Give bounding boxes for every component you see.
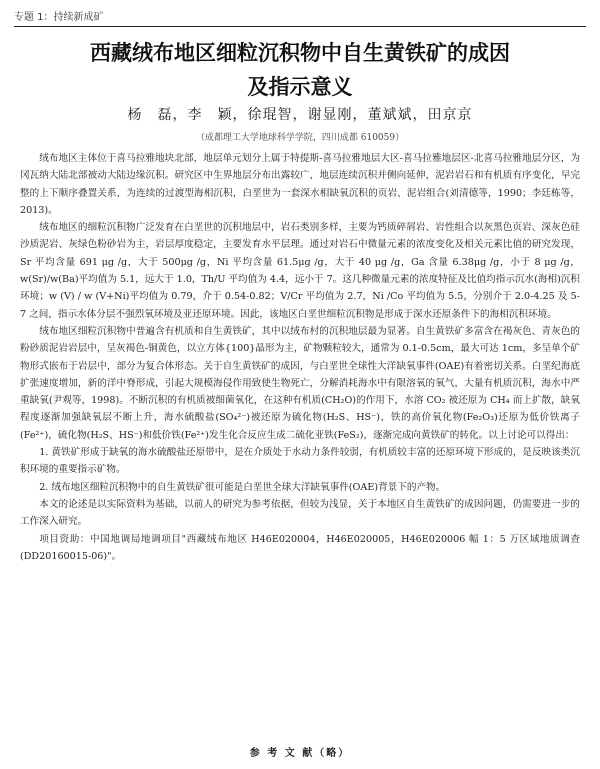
funding-note: 项目资助：中国地调局地调项目"西藏绒布地区 H46E020004，H46E020005，H46E020006 幅 1：5 万区域地质调查(DD20160015-06)"。: [20, 533, 580, 562]
paragraph-pyrite: 绒布地区细粒沉积物中普遍含有机质和自生黄铁矿，其中以绒布村的沉积地层最为显著。自生黄铁矿多富含在褐灰色、青灰色的粉砂质泥岩岩层中，呈灰褐色-铜黄色，以立方体{100}晶形为主，矿物颗粒较大，通常为 0.1-0.5cm，最大可达 1cm，多呈单个矿物形式嵌布于岩层中，部分为复合体形态。关于自生黄铁矿的成因，与白垩世全球性大洋缺氧事件(OAE)有着密切关系。白垩纪海底扩张速度增加，新的洋中脊形成，引起大规模海侵作用致使生物死亡，分解消耗海水中有限溶氧的氧气，大量有机质沉积，海水中严重缺氧(尹观等，1998)。不断沉积的有机质被细菌氧化，在这种有机质(CH₂O)的作用下，水溶 CO₂ 被还原为 CH₄ 而上扩散，缺氧程度逐渐加强缺氧层不断上升，海水硫酸盐(SO₄²⁻)被还原为硫化物(H₂S、HS⁻)，铁的高价氧化物(Fe₂O₃)还原为低价铁离子(Fe²⁺)，硫化物(H₂S、HS⁻)和低价铁(Fe²⁺)发生化合反应生成二硫化亚铁(FeS₂)，逐渐完成向黄铁矿的转化。以上讨论可以得出：: [20, 325, 580, 441]
title-line-2: 及指示意义: [247, 75, 353, 99]
affiliation: （成都理工大学地球科学学院，四川成都 610059）: [195, 133, 405, 143]
references-heading: 参 考 文 献（略）: [249, 748, 351, 759]
conclusion-item-2: 2. 绒布地区细粒沉积物中的自生黄铁矿很可能是白垩世全球大洋缺氧事件(OAE)背景下的产物。: [39, 481, 446, 493]
author-list: 杨 磊，李 颖，徐琨智，谢显刚，董斌斌，田京京: [127, 107, 473, 123]
body-text: [20, 150, 580, 565]
conclusion-item-1: 1. 黄铁矿形成于缺氧的海水硫酸盐还原带中，是在介质处于水动力条件较弱，有机质较丰富的还原环境下形成的，是反映该类沉积环境的重要指示矿物。: [20, 447, 580, 476]
title-line-1: 西藏绒布地区细粒沉积物中自生黄铁矿的成因: [90, 41, 510, 65]
running-head: 专题 1：持续新成矿: [14, 8, 586, 27]
paragraph-sediments: 绒布地区的细粒沉积物广泛发育在白垩世的沉积地层中，岩石类别多样，主要为钙质碎屑岩、岩性组合以灰黑色页岩、深灰色硅沙质泥岩、灰绿色粉砂岩为主，岩层厚度稳定，主要发育水平层理。通过对岩石中微量元素的浓度变化及相关元素比值的研究发现，Sr 平均含量 691 μg /g，大于 500μg /g，Ni 平均含量 61.5μg /g，大于 40 μg /g，Ga 含量 6.38μg /g，小于 8 μg /g，w(Sr)/w(Ba)平均值为 5.1，远大于 1.0，Th/U 平均值为 4.4，远小于 7。这几种微量元素的浓度特征及比值均指示沉水(海相)沉积环境；w (V) / w (V+Ni)平均值为 0.79，介于 0.54-0.82；V/Cr 平均值为 2.7，Ni /Co 平均值为 5.5，分别介于 2.0-4.25 及 5-7 之间，指示水体分层不强烈氧环境及亚还原环境。因此，该地区白垩世细粒沉积物是形成于深水还原条件下的海相沉积环境。: [20, 222, 580, 320]
paragraph-remarks: 本文的论述是以实际资料为基础，以前人的研究为参考依据，但较为浅显，关于本地区自生黄铁矿的成因问题，仍需要进一步的工作深入研究。: [20, 498, 580, 528]
paragraph-geology: 绒布地区主体位于喜马拉雅地块北部，地层单元划分上属于特提斯-喜马拉雅地层大区-喜马拉雅地层区-北喜马拉雅地层分区，为冈瓦纳大陆北部被动大陆边缘沉积。研究区中生界地层分布出露较广，地层连续沉积并侧向延伸，泥岩岩石和有机质有序变化，早完整的上下顺序叠置关系，为连续的过渡型海相沉积，白垩世为一套深水相缺氧沉积的页岩、泥岩组合(刘清德等，1990；李廷栋等，2013)。: [20, 153, 580, 216]
paper-title: [20, 36, 580, 104]
